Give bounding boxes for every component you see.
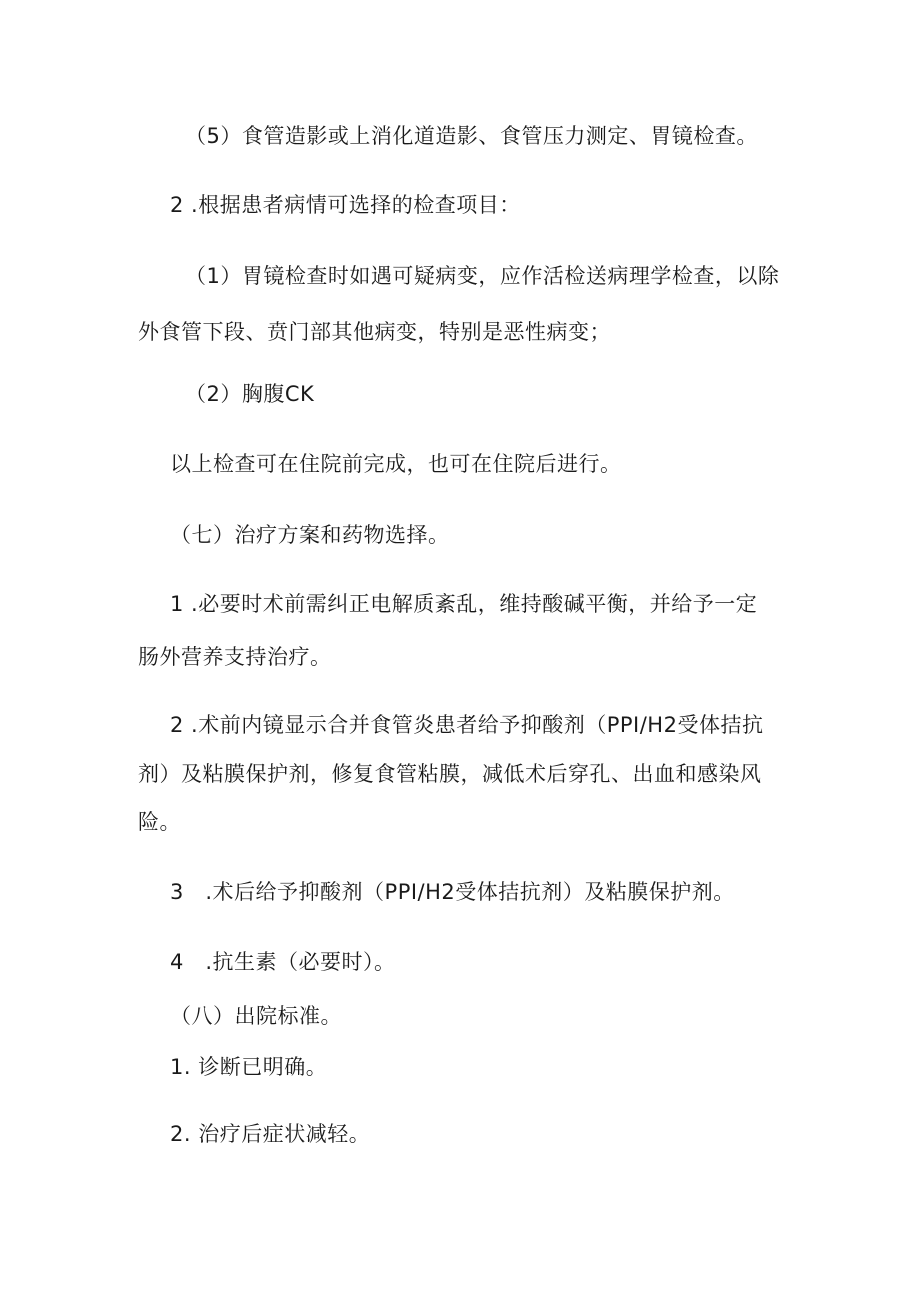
item-5-esophagography: （5）食管造影或上消化道造影、食管压力测定、胃镜检查。 [185,124,758,148]
tests-timing-note: 以上检查可在住院前完成，也可在住院后进行。 [170,452,622,476]
treatment-2: 2 .术前内镜显示合并食管炎患者给予抑酸剂（PPI/H2受体拮抗 [170,713,764,737]
section-7-heading: （七）治疗方案和药物选择。 [170,523,450,547]
discharge-1: 1. 诊断已明确。 [170,1055,328,1079]
treatment-2-cont-2: 险。 [138,810,181,834]
section-8-heading: （八）出院标准。 [170,1004,342,1028]
treatment-4: 4 .抗生素（必要时）。 [170,950,396,974]
discharge-2: 2. 治疗后症状减轻。 [170,1122,371,1146]
item-1-gastroscopy-biopsy: （1）胃镜检查时如遇可疑病变，应作活检送病理学检查，以除 [185,264,780,288]
treatment-3: 3 .术后给予抑酸剂（PPI/H2受体拮抗剂）及粘膜保护剂。 [170,880,735,904]
section-2-optional-tests: 2 .根据患者病情可选择的检查项目： [170,193,521,217]
treatment-1-cont: 肠外营养支持治疗。 [138,645,332,669]
treatment-2-cont: 剂）及粘膜保护剂，修复食管粘膜，减低术后穿孔、出血和感染风 [138,762,762,786]
item-1-gastroscopy-biopsy-cont: 外食管下段、贲门部其他病变，特别是恶性病变； [138,320,611,344]
item-2-chest-abdomen-ct: （2）胸腹CK [185,382,315,406]
treatment-1: 1 .必要时术前需纠正电解质紊乱，维持酸碱平衡，并给予一定 [170,592,758,616]
